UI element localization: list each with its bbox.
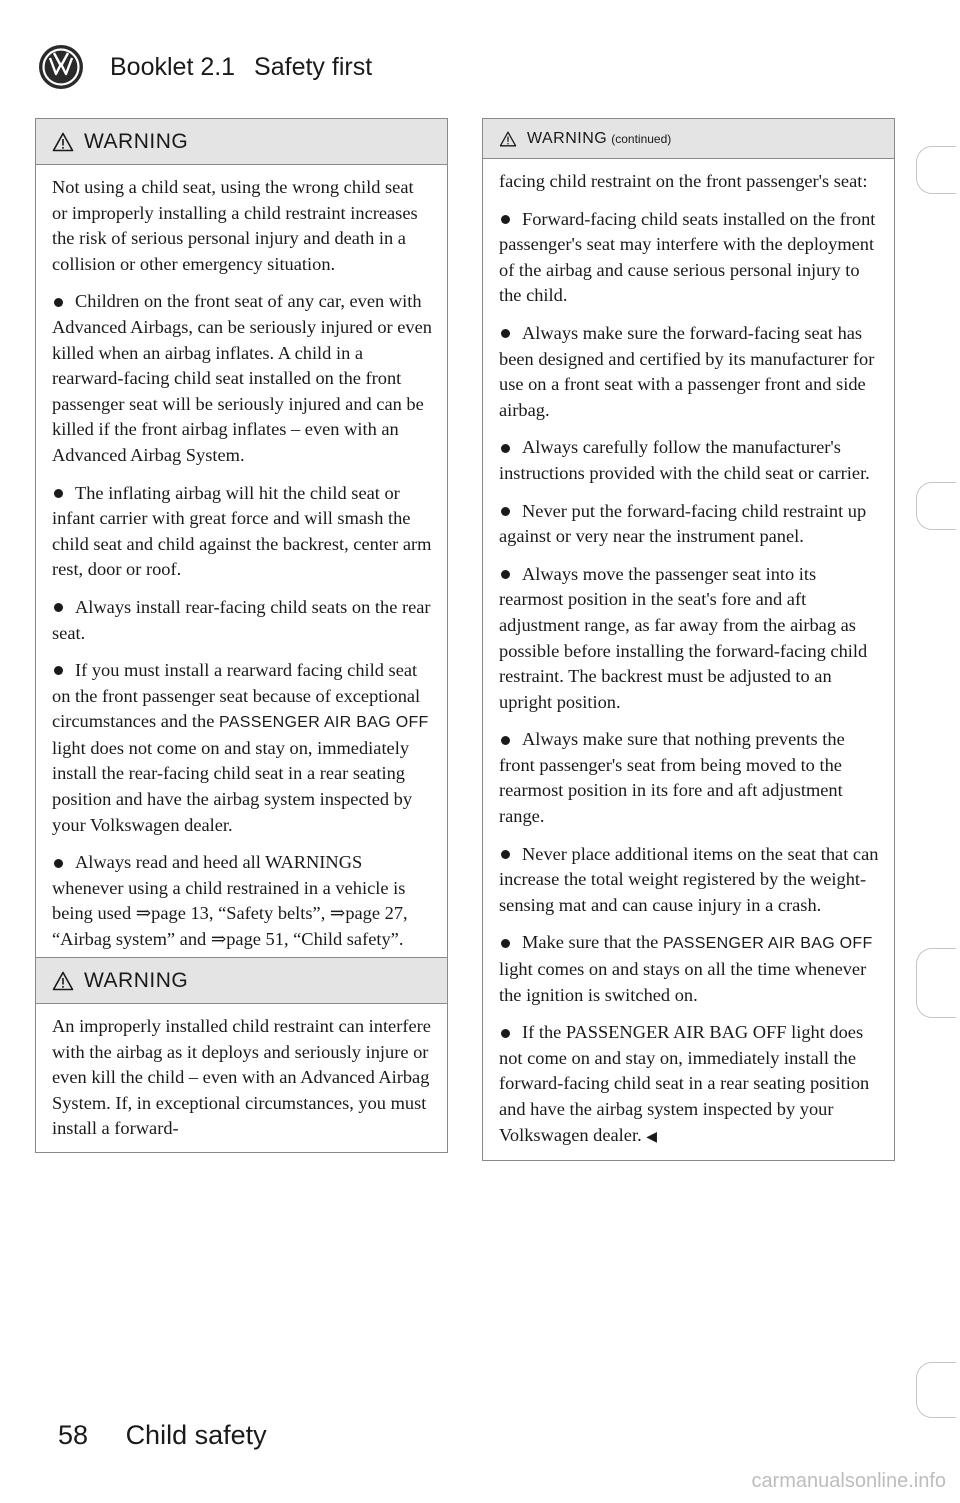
- page-footer: [58, 1420, 267, 1451]
- bullet-icon: [54, 489, 63, 498]
- warning-box-2: [35, 957, 448, 1153]
- bullet-icon: [54, 298, 63, 307]
- bullet-icon: [54, 859, 63, 868]
- bullet-icon: [501, 736, 510, 745]
- warning-intro: facing child restraint on the front passenger's seat:: [499, 171, 868, 191]
- edge-tab: [916, 1362, 956, 1418]
- bullet-icon: [501, 507, 510, 516]
- warning-bullet: Always carefully follow the manufacturer's instructions provided with the child seat or carrier.: [499, 437, 870, 483]
- warning-body: [483, 159, 894, 1160]
- warning-subtitle: (continued): [611, 131, 672, 146]
- warning-bullet: Forward-facing child seats installed on the front passenger's seat may interfere with the deployment of the airbag and cause serious personal injury to the child.: [499, 208, 876, 306]
- bullet-icon: [501, 939, 510, 948]
- bullet-icon: [501, 570, 510, 579]
- warning-body: [36, 1004, 447, 1152]
- passenger-airbag-off-label: PASSENGER AIR BAG OFF: [662, 935, 873, 953]
- warning-bullet: Always make sure the forward-facing seat has been designed and certified by its manufacturer for use on a front seat with a passenger front and side airbag.: [499, 322, 875, 420]
- warning-bullet: Always move the passenger seat into its rearmost position in the seat's fore and aft adjustment range, as far away from the airbag as possible before installing the forward-facing child restraint. The backrest must be adjusted to an upright position.: [499, 563, 868, 712]
- end-marker-icon: ◀: [646, 1129, 658, 1145]
- warning-header: [36, 119, 447, 165]
- chapter-title: Child safety: [125, 1420, 267, 1450]
- warning-bullet: Always install rear-facing child seats on the rear seat.: [52, 596, 431, 643]
- page-header: [38, 42, 372, 92]
- vw-logo-icon: [38, 44, 84, 90]
- edge-tab: [916, 948, 956, 1018]
- warning-body: [36, 165, 447, 963]
- bullet-icon: [54, 666, 63, 675]
- edge-tab: [916, 146, 956, 194]
- warning-bullet: Always make sure that nothing prevents the front passenger's seat from being moved to the rearmost position in its fore and aft adjustment range.: [499, 729, 845, 827]
- header-title: [110, 53, 372, 82]
- passenger-airbag-off-label: PASSENGER AIR BAG OFF: [219, 714, 429, 732]
- warning-title: WARNING: [84, 129, 189, 153]
- warning-text: An improperly installed child restraint can interfere with the airbag as it deploys and seriously injure or even kill the child – even with an Advanced Airbag System. If, in exceptional circumstances, you must install a forward-: [52, 1016, 431, 1139]
- warning-bullet: The inflating airbag will hit the child seat or infant carrier with great force and will smash the child seat and child against the backrest, center arm rest, door or roof.: [52, 482, 432, 580]
- booklet-label: Booklet 2.1: [110, 52, 236, 81]
- bullet-icon: [501, 1029, 510, 1038]
- warning-bullet: Children on the front seat of any car, even with Advanced Airbags, can be seriously injured or even killed when an airbag inflates. A child in a rearward-facing child seat installed on the front passenger seat will be seriously injured and can be killed if the front airbag inflates – even with an Advanced Airbag System.: [52, 291, 432, 465]
- warning-bullet: If the PASSENGER AIR BAG OFF light does not come on and stay on, immediately install the forward-facing child seat in a rear seating position and have the airbag system inspected by your Volkswagen dealer. ◀: [499, 1022, 870, 1145]
- bullet-icon: [501, 215, 510, 224]
- warning-triangle-icon: [499, 131, 517, 147]
- bullet-icon: [501, 329, 510, 338]
- warning-box-continued: [482, 118, 895, 1161]
- edge-tab: [916, 482, 956, 530]
- warning-header: [36, 958, 447, 1004]
- warning-bullet: Never put the forward-facing child restraint up against or very near the instrument panel.: [499, 500, 867, 547]
- warning-box-1: [35, 118, 448, 964]
- bullet-icon: [54, 603, 63, 612]
- warning-triangle-icon: [52, 132, 74, 152]
- bullet-icon: [501, 850, 510, 859]
- watermark: carmanualsonline.info: [751, 1470, 946, 1492]
- warning-bullet: Always read and heed all WARNINGS whenever using a child restrained in a vehicle is being used ⇒page 13, “Safety belts”, ⇒page 27, “Airbag system” and ⇒page 51, “Child safety”.: [52, 852, 408, 950]
- warning-bullet: Never place additional items on the seat that can increase the total weight registered by the weight-sensing mat and can cause injury in a crash.: [499, 843, 879, 915]
- warning-bullet: If you must install a rearward facing child seat on the front passenger seat because of exceptional circumstances and the PASSENGER AIR BAG OFF light does not come on and stay on, immediately install the rear-facing child seat in a rear seating position and have the airbag system inspected by your Volkswagen dealer.: [52, 660, 429, 835]
- section-label: Safety first: [254, 52, 373, 81]
- warning-intro: Not using a child seat, using the wrong child seat or improperly installing a child restraint increases the risk of serious personal injury and death in a collision or other emergency situation.: [52, 177, 418, 274]
- bullet-icon: [501, 444, 510, 453]
- warning-title: WARNING: [84, 968, 189, 992]
- page-number: 58: [58, 1420, 89, 1450]
- warning-title: WARNING: [527, 129, 608, 147]
- warning-triangle-icon: [52, 971, 74, 991]
- warning-header: [483, 119, 894, 159]
- warning-bullet: Make sure that the PASSENGER AIR BAG OFF light comes on and stays on all the time whenever the ignition is switched on.: [499, 932, 873, 1005]
